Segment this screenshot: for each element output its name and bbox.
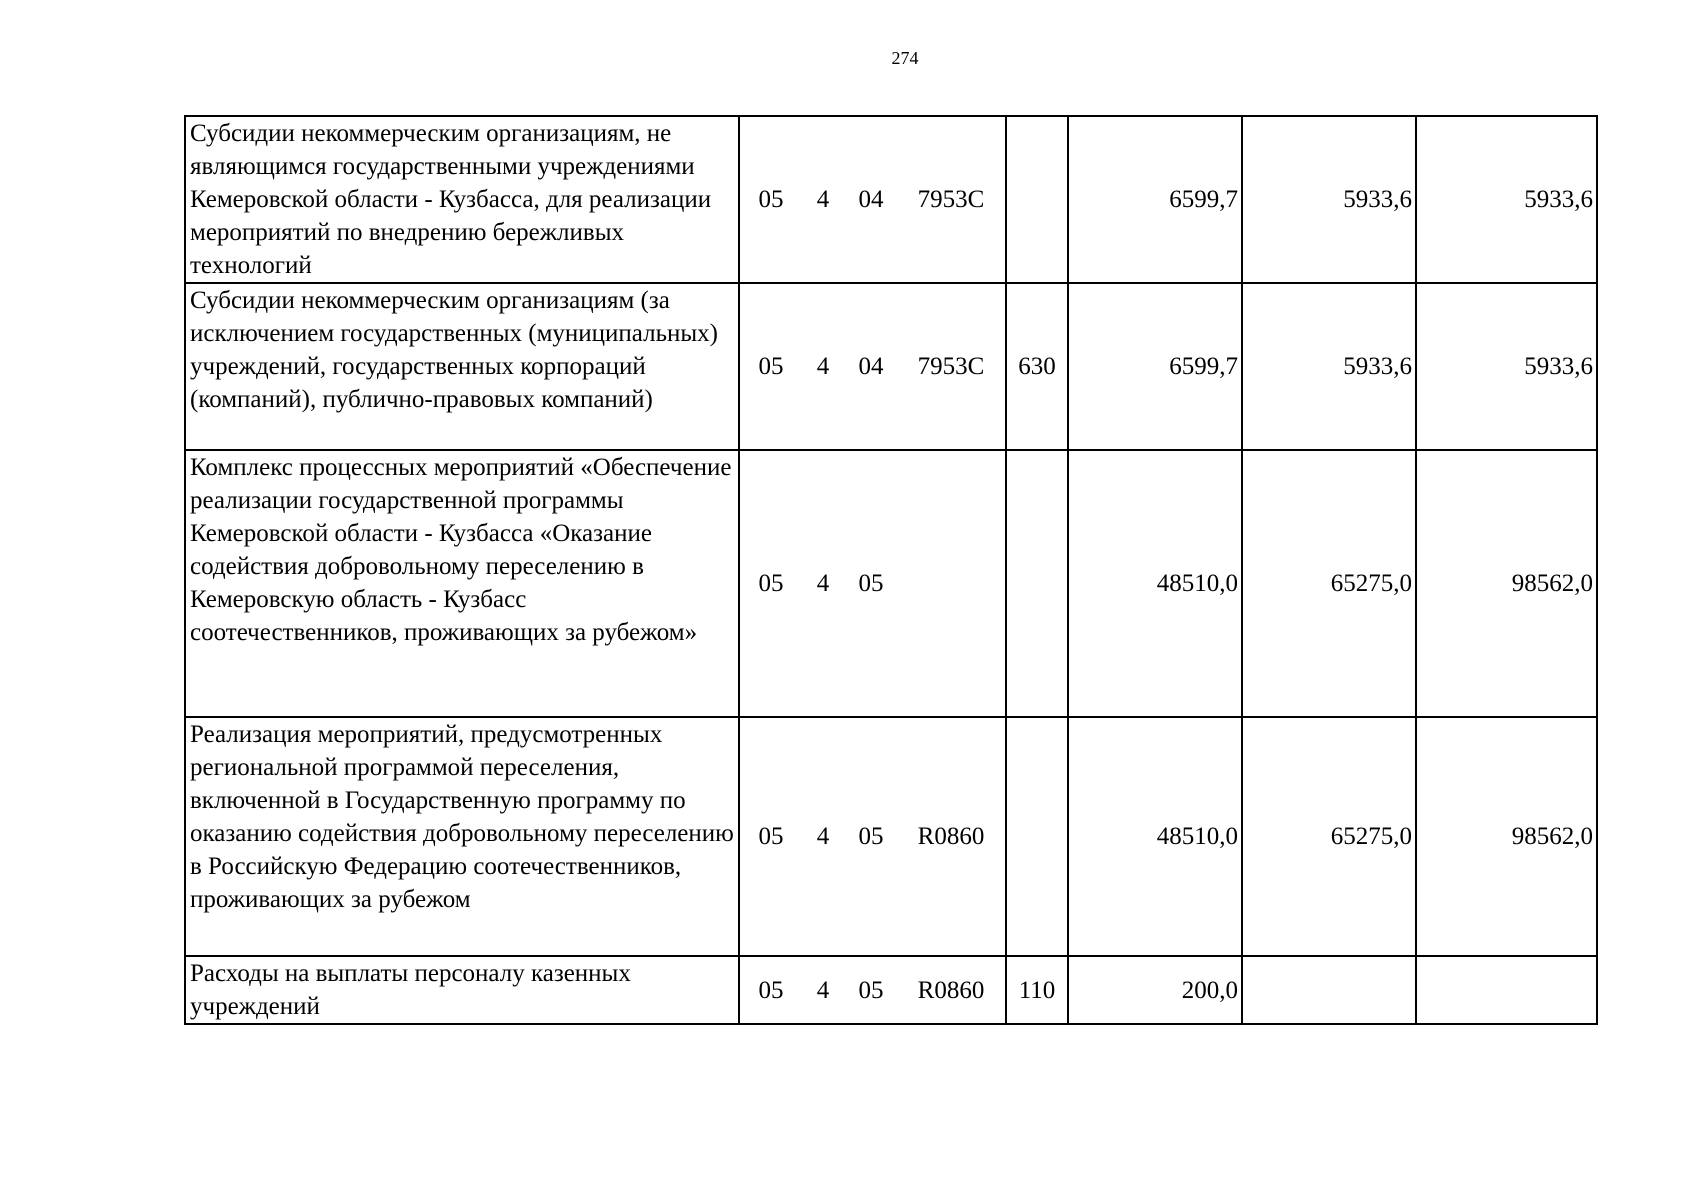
code-section: 05 — [758, 823, 784, 850]
amount-year-1: 200,0 — [1068, 956, 1242, 1024]
row-codes — [739, 717, 1006, 956]
amount-year-3: 5933,6 — [1416, 283, 1597, 450]
table-row — [185, 283, 1597, 450]
row-name: Комплекс процессных мероприятий «Обеспечение реализации государственной программы Кемеровской области - Кузбасса «Оказание содействия добровольному переселению в Кемеровскую область - Кузбасс соотечественников, проживающих за рубежом» — [185, 450, 739, 717]
code-section: 05 — [758, 186, 784, 213]
code-program: 4 — [816, 823, 830, 850]
expense-type — [1006, 717, 1068, 956]
code-direction: R0860 — [917, 823, 985, 850]
expense-type: 110 — [1006, 956, 1068, 1024]
code-program: 4 — [816, 186, 830, 213]
row-name: Субсидии некоммерческим организациям, не являющимся государственными учреждениями Кемеровской области - Кузбасса, для реализации мероприятий по внедрению бережливых технологий — [185, 116, 739, 283]
code-section: 05 — [758, 570, 784, 597]
row-name: Расходы на выплаты персоналу казенных учреждений — [185, 956, 739, 1024]
amount-year-2: 65275,0 — [1242, 450, 1416, 717]
amount-year-1: 48510,0 — [1068, 450, 1242, 717]
amount-year-1: 6599,7 — [1068, 283, 1242, 450]
code-program: 4 — [816, 570, 830, 597]
code-direction: R0860 — [917, 976, 985, 1004]
row-name: Реализация мероприятий, предусмотренных региональной программой переселения, включенной в Государственную программу по оказанию содействия добровольному переселению в Российскую Федерацию соотечественников, проживающих за рубежом — [185, 717, 739, 956]
code-subprogram: 04 — [858, 353, 884, 380]
expense-type — [1006, 116, 1068, 283]
code-program: 4 — [816, 976, 830, 1004]
code-direction: 7953С — [917, 186, 985, 213]
amount-year-1: 6599,7 — [1068, 116, 1242, 283]
expense-type: 630 — [1006, 283, 1068, 450]
budget-table — [184, 115, 1598, 1025]
row-name: Субсидии некоммерческим организациям (за исключением государственных (муниципальных) учреждений, государственных корпораций (компаний), публично-правовых компаний) — [185, 283, 739, 450]
row-codes — [739, 116, 1006, 283]
code-section: 05 — [758, 976, 784, 1004]
code-subprogram: 05 — [858, 976, 884, 1004]
expense-type — [1006, 450, 1068, 717]
amount-year-2: 5933,6 — [1242, 283, 1416, 450]
table-row — [185, 450, 1597, 717]
code-program: 4 — [816, 353, 830, 380]
table-row — [185, 116, 1597, 283]
row-codes — [739, 956, 1006, 1024]
row-codes — [739, 283, 1006, 450]
table-row — [185, 956, 1597, 1024]
amount-year-3: 5933,6 — [1416, 116, 1597, 283]
code-subprogram: 05 — [858, 570, 884, 597]
amount-year-3 — [1416, 956, 1597, 1024]
amount-year-2: 65275,0 — [1242, 717, 1416, 956]
row-codes — [739, 450, 1006, 717]
code-direction: 7953С — [917, 353, 985, 380]
code-subprogram: 05 — [858, 823, 884, 850]
page-number: 274 — [891, 48, 919, 68]
code-subprogram: 04 — [858, 186, 884, 213]
amount-year-2 — [1242, 956, 1416, 1024]
amount-year-1: 48510,0 — [1068, 717, 1242, 956]
code-section: 05 — [758, 353, 784, 380]
amount-year-3: 98562,0 — [1416, 717, 1597, 956]
amount-year-2: 5933,6 — [1242, 116, 1416, 283]
table-row — [185, 717, 1597, 956]
amount-year-3: 98562,0 — [1416, 450, 1597, 717]
